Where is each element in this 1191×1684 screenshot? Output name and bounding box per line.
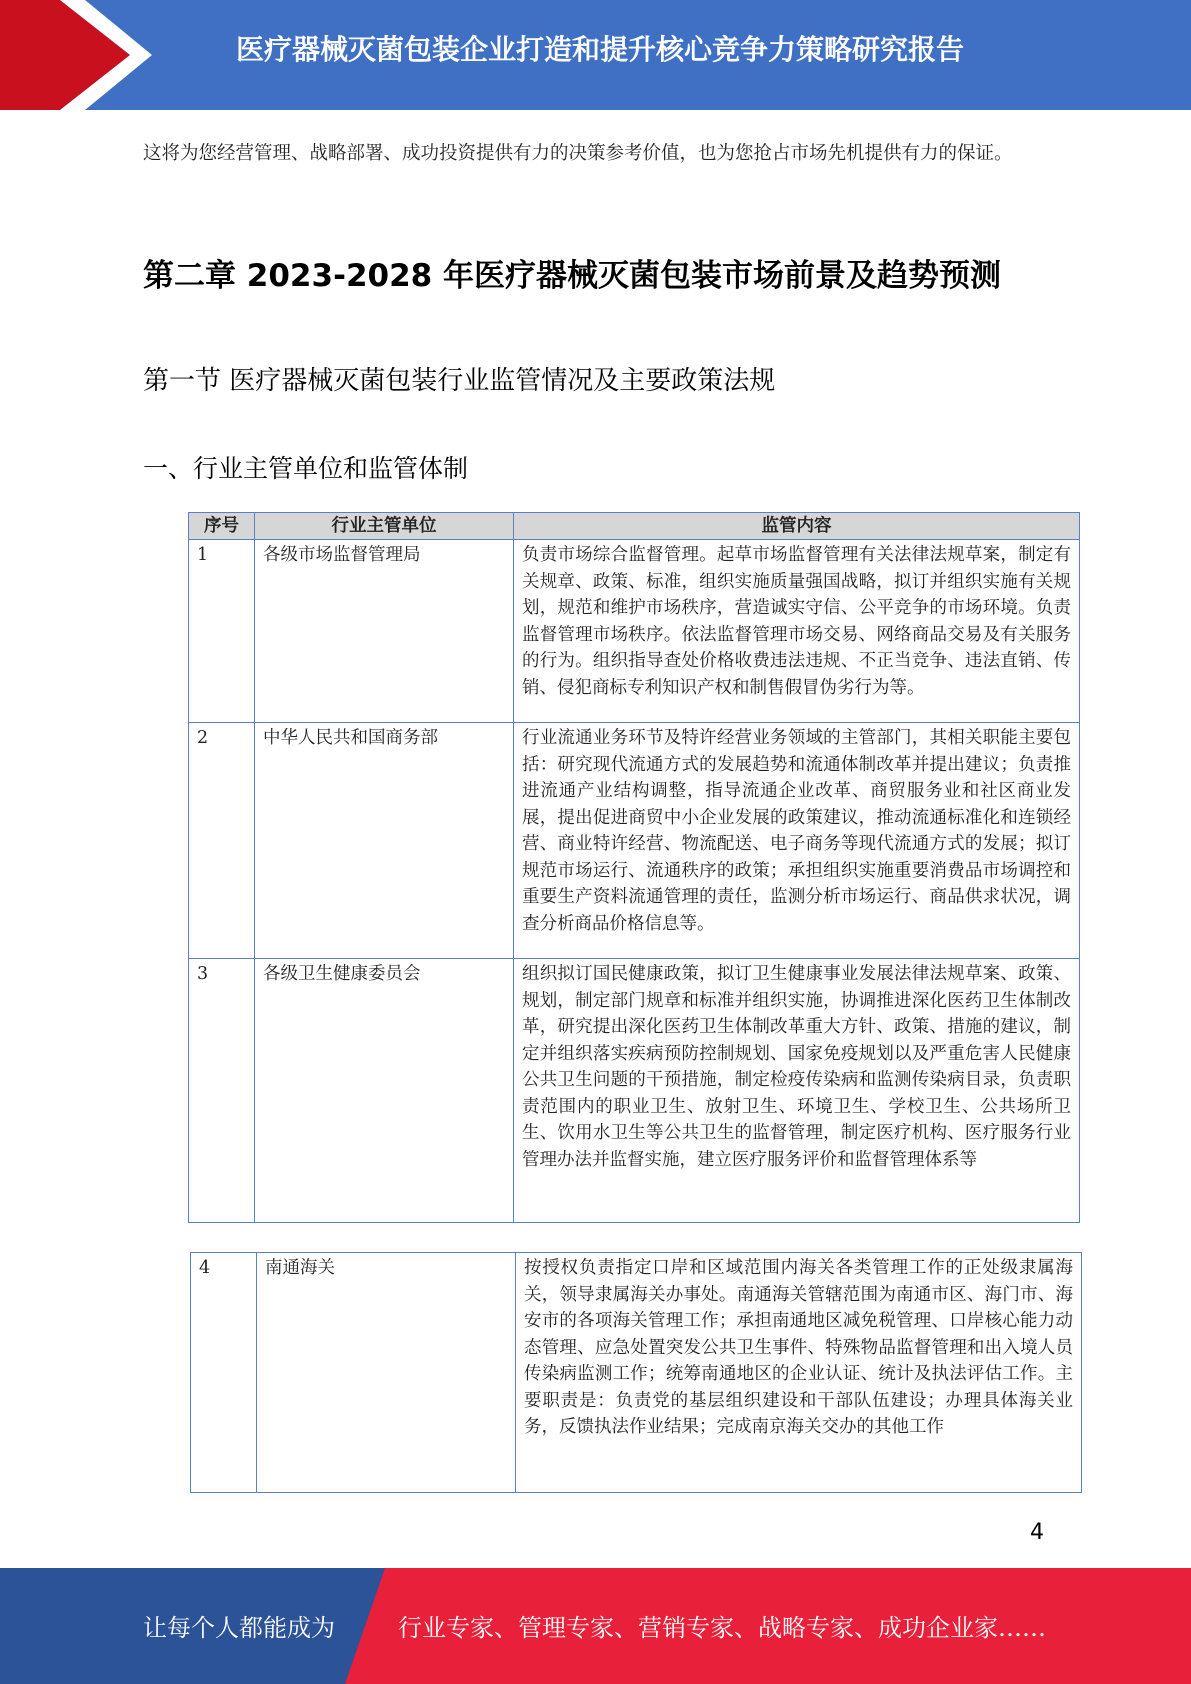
page-header [0,0,1191,110]
row-index: 3 [189,959,255,1223]
page-number: 4 [1030,1520,1044,1545]
table-row [189,540,1080,723]
row-unit: 各级市场监督管理局 [255,540,514,723]
table-row [191,1253,1082,1493]
row-index: 4 [191,1253,257,1493]
row-content: 组织拟订国民健康政策，拟订卫生健康事业发展法律法规草案、政策、规划，制定部门规章和标准并组织实施，协调推进深化医药卫生体制改革，研究提出深化医药卫生体制改革重大方针、政策、措施的建议，制定并组织落实疾病预防控制规划、国家免疫规划以及严重危害人民健康公共卫生问题的干预措施，制定检疫传染病和监测传染病目录，负责职责范围内的职业卫生、放射卫生、环境卫生、学校卫生、公共场所卫生、饮用水卫生等公共卫生的监督管理，制定医疗机构、医疗服务行业管理办法并监督实施，建立医疗服务评价和监督管理体系等 [514,959,1080,1223]
table-header-row [189,513,1080,540]
row-index: 2 [189,723,255,959]
row-unit: 中华人民共和国商务部 [255,723,514,959]
column-header-unit: 行业主管单位 [255,513,514,540]
row-content: 负责市场综合监督管理。起草市场监督管理有关法律法规草案，制定有关规章、政策、标准，组织实施质量强国战略，拟订并组织实施有关规划，规范和维护市场秩序，营造诚实守信、公平竞争的市场环境。负责监督管理市场秩序。依法监督管理市场交易、网络商品交易及有关服务的行为。组织指导查处价格收费违法违规、不正当竞争、违法直销、传销、侵犯商标专利知识产权和制售假冒伪劣行为等。 [514,540,1080,723]
footer-slogan-left: 让每个人都能成为 [143,1614,335,1642]
chapter-title: 第二章 2023-2028 年医疗器械灭菌包装市场前景及趋势预测 [143,258,1002,294]
row-unit: 各级卫生健康委员会 [255,959,514,1223]
row-index: 1 [189,540,255,723]
row-content: 按授权负责指定口岸和区域范围内海关各类管理工作的正处级隶属海关，领导隶属海关办事处。南通海关管辖范围为南通市区、海门市、海安市的各项海关管理工作；承担南通地区减免税管理、口岸核心能力动态管理、应急处置突发公共卫生事件、特殊物品监督管理和出入境人员传染病监测工作；统筹南通地区的企业认证、统计及执法评估工作。主要职责是：负责党的基层组织建设和干部队伍建设；办理具体海关业务，反馈执法作业结果；完成南京海关交办的其他工作 [516,1253,1082,1493]
page-footer [0,1568,1191,1684]
table-row [189,959,1080,1223]
intro-paragraph: 这将为您经营管理、战略部署、成功投资提供有力的决策参考价值，也为您抢占市场先机提供有力的保证。 [143,143,1013,164]
section-title: 第一节 医疗器械灭菌包装行业监管情况及主要政策法规 [143,366,776,396]
regulator-table-continued [190,1252,1082,1493]
subsection-title: 一、行业主管单位和监管体制 [143,454,469,483]
row-content: 行业流通业务环节及特许经营业务领域的主管部门，其相关职能主要包括：研究现代流通方式的发展趋势和流通体制改革并提出建议；负责推进流通产业结构调整，指导流通企业改革、商贸服务业和社区商业发展，提出促进商贸中小企业发展的政策建议，推动流通标准化和连锁经营、商业特许经营、物流配送、电子商务等现代流通方式的发展；拟订规范市场运行、流通秩序的政策；承担组织实施重要消费品市场调控和重要生产资料流通管理的责任，监测分析市场运行、商品供求状况，调查分析商品价格信息等。 [514,723,1080,959]
regulator-table [188,512,1080,1223]
table-row [189,723,1080,959]
row-unit: 南通海关 [257,1253,516,1493]
column-header-content: 监管内容 [514,513,1080,540]
column-header-index: 序号 [189,513,255,540]
header-title: 医疗器械灭菌包装企业打造和提升核心竞争力策略研究报告 [235,33,964,66]
footer-slogan-right: 行业专家、管理专家、营销专家、战略专家、成功企业家…… [398,1614,1046,1642]
